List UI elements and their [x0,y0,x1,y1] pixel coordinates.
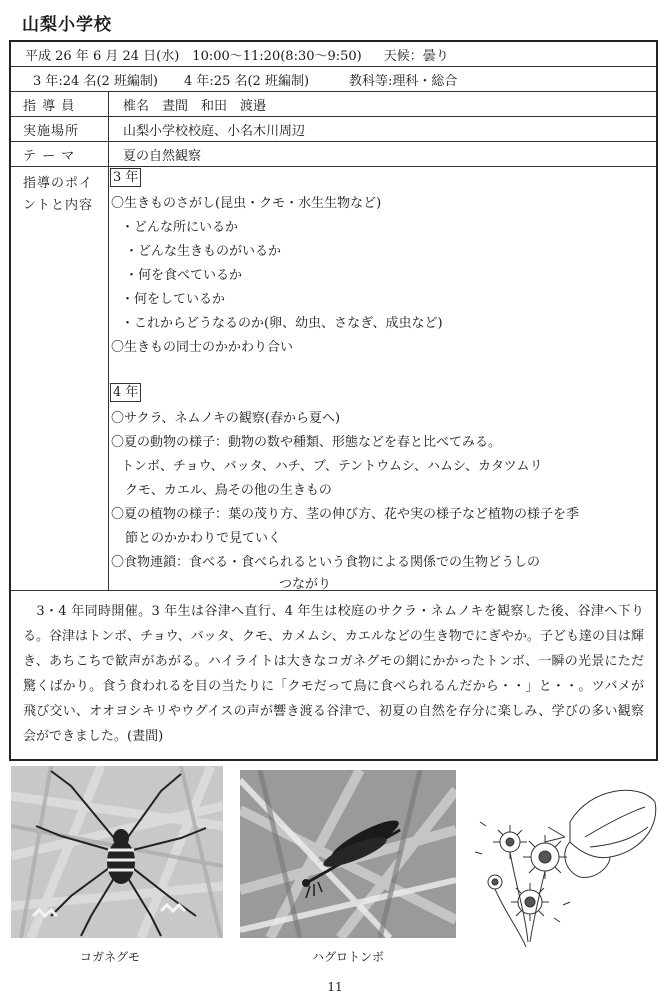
place-value: 山梨小学校校庭、小名木川周辺 [123,123,306,139]
grade4-line: 〇食物連鎖：食べる・食べられるという食物による関係での生物どうしの [111,555,541,570]
grade4-line: 〇夏の植物の様子：葉の茂り方、茎の伸び方、花や実の様子など植物の様子を季 [111,507,580,522]
grade4-line: つながり [279,577,332,592]
instructor-value: 椎名 晝間 和田 渡邉 [123,98,267,114]
points-content [109,167,656,590]
date-time: 平成 26 年 6 月 24 日(水) 10:00～11:20(8:30～9:50) [25,48,362,64]
page-number: 11 [327,980,343,994]
grade4-line: 〇夏の動物の様子：動物の数や種類、形態などを春と比べてみる。 [111,435,502,450]
grade3-line: 〇生きもの同士のかかわり合い [111,340,294,355]
grade3-line: ・これからどうなるのか(卵、幼虫、さなぎ、成虫など) [121,316,443,331]
grade4-line: トンボ、チョウ、バッタ、ハチ、ブ、テントウムシ、ハムシ、カタツムリ [121,459,543,474]
spider-image [11,766,223,938]
grade3-line: ・どんな生きものがいるか [125,244,282,259]
damselfly-photo [240,770,456,938]
grade3-line: ・何をしているか [121,292,226,307]
theme-value: 夏の自然観察 [123,148,202,164]
date-row [11,42,656,67]
summary-text: 3・4 年同時開催。3 年生は谷津へ直行、4 年生は校庭のサクラ・ネムノキを観察した後、谷津へ下りる。谷津はトンボ、チョウ、バッタ、クモ、カメムシ、カエルなどの生き物でにぎやか。子ども達の目は輝き、あちこちで歓声があがる。ハイライトは大きなコガネグモの網にかかったトンボ、一瞬の光景にただ驚くばかり。食う食われるを目の当たりに「クモだって鳥に食べられるんだから・・」と・・。ツバメが飛び交い、オオヨシキリやウグイスの声が響き渡る谷津で、初夏の自然を存分に楽しみ、学びの多い観察会ができました。(晝間) [23,604,644,744]
school-title: 山梨小学校 [22,15,112,35]
points-label [11,167,109,590]
grade3-heading: 3 年 [110,168,141,187]
butterfly-sketch [470,782,660,950]
spider-photo [11,766,223,938]
grade4-count: 4 年:25 名(2 班編制) [184,73,310,89]
theme-row [11,142,656,167]
instructor-row [11,92,656,117]
grade3-count: 3 年:24 名(2 班編制) [33,73,159,89]
damselfly-image [240,770,456,938]
subject: 教科等:理科・総合 [349,73,458,89]
place-label: 実施場所 [11,117,109,141]
report-table [9,40,658,761]
grade4-line: 節とのかかわりで見ていく [125,531,282,546]
instructor-label: 指 導 員 [11,92,109,116]
grade3-line: ・何を食べているか [125,268,243,283]
spider-caption: コガネグモ [80,950,141,964]
points-row [11,167,656,591]
butterfly-drawing [470,782,660,950]
grade4-heading: 4 年 [110,383,141,402]
damselfly-caption: ハグロトンボ [312,950,385,964]
weather: 天候：曇り [383,48,449,64]
grade3-line: 〇生きものさがし(昆虫・クモ・水生生物など) [111,196,382,211]
grade4-line: クモ、カエル、鳥その他の生きもの [125,483,332,498]
grade-row [11,67,656,92]
theme-label: テ ー マ [11,142,109,166]
grade4-line: 〇サクラ、ネムノキの観察(春から夏へ) [111,411,341,426]
grade3-line: ・どんな所にいるか [121,220,239,235]
points-label-line1: 指導のポイ [23,176,94,191]
place-row [11,117,656,142]
points-label-line2: ントと内容 [23,198,94,213]
